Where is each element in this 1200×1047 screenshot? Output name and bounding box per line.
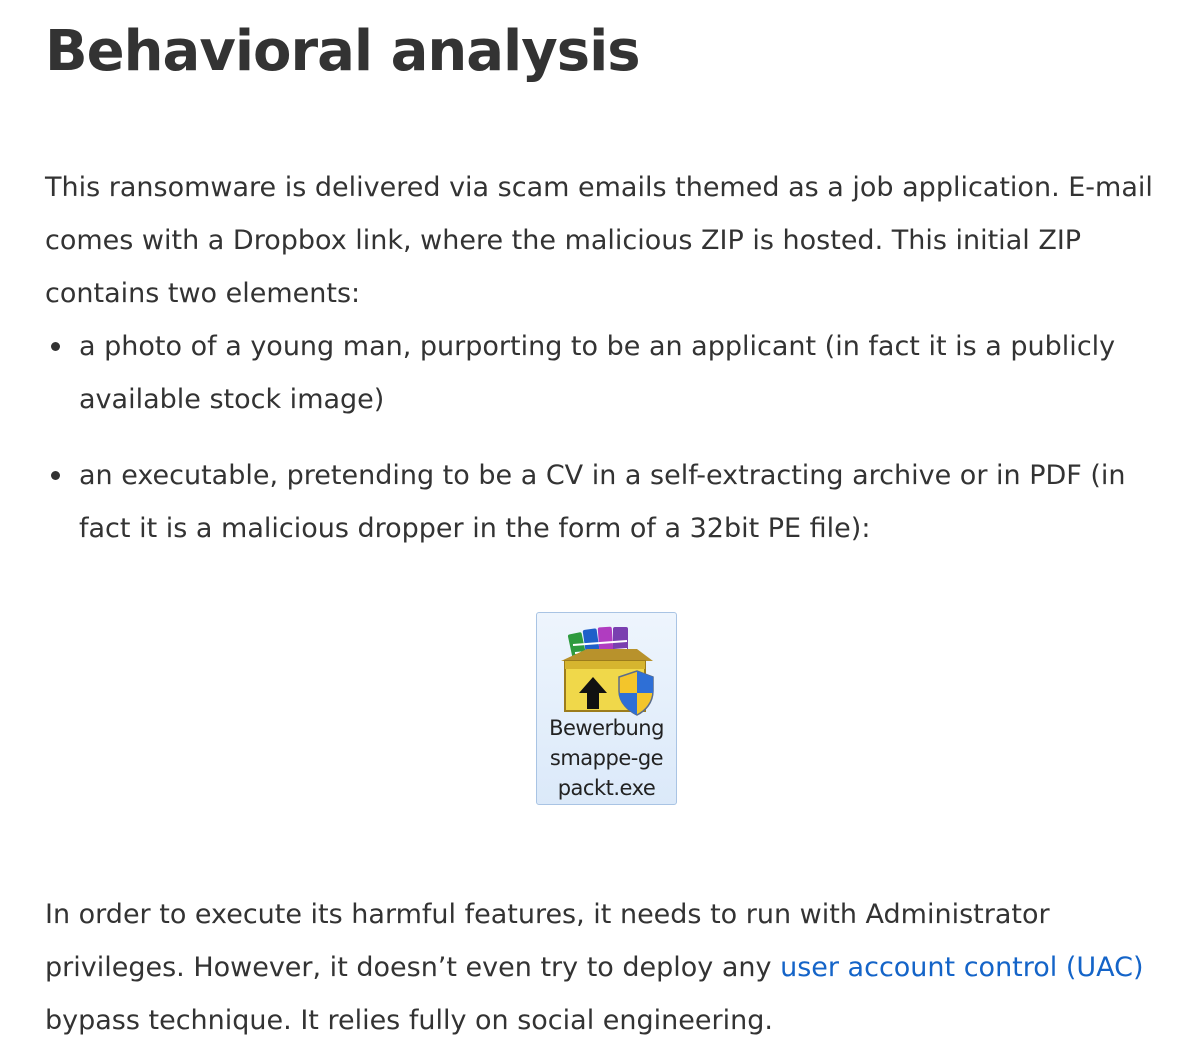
bullet-icon <box>51 471 60 480</box>
uac-link[interactable]: user account control (UAC) <box>780 952 1144 983</box>
list-item-text: an executable, pretending to be a CV in a self-extracting archive or in PDF (in fact it is a malicious dropper in the form of a 32bit PE file): <box>79 460 1126 544</box>
file-name-label: Bewerbung smappe-ge packt.exe <box>549 716 664 800</box>
outro-paragraph <box>45 888 1155 1047</box>
list-item <box>45 320 1170 426</box>
outro-text-after: bypass technique. It relies fully on social engineering. <box>45 1005 773 1036</box>
list-item-text: a photo of a young man, purporting to be an applicant (in fact it is a publicly available stock image) <box>79 331 1116 415</box>
bullet-icon <box>51 342 60 351</box>
winrar-sfx-archive-icon <box>557 619 657 719</box>
file-icon-tile[interactable] <box>536 612 677 805</box>
intro-paragraph: This ransomware is delivered via scam emails themed as a job application. E-mail comes with a Dropbox link, where the malicious ZIP is hosted. This initial ZIP contains two elements: <box>45 172 1153 309</box>
outro-text-before: In order to execute its harmful features, it needs to run with Administrator privileges. However, it doesn’t even try to deploy any <box>45 899 1050 983</box>
list-item <box>45 449 1170 555</box>
elements-list <box>45 320 1170 578</box>
section-heading: Behavioral analysis <box>45 19 640 84</box>
